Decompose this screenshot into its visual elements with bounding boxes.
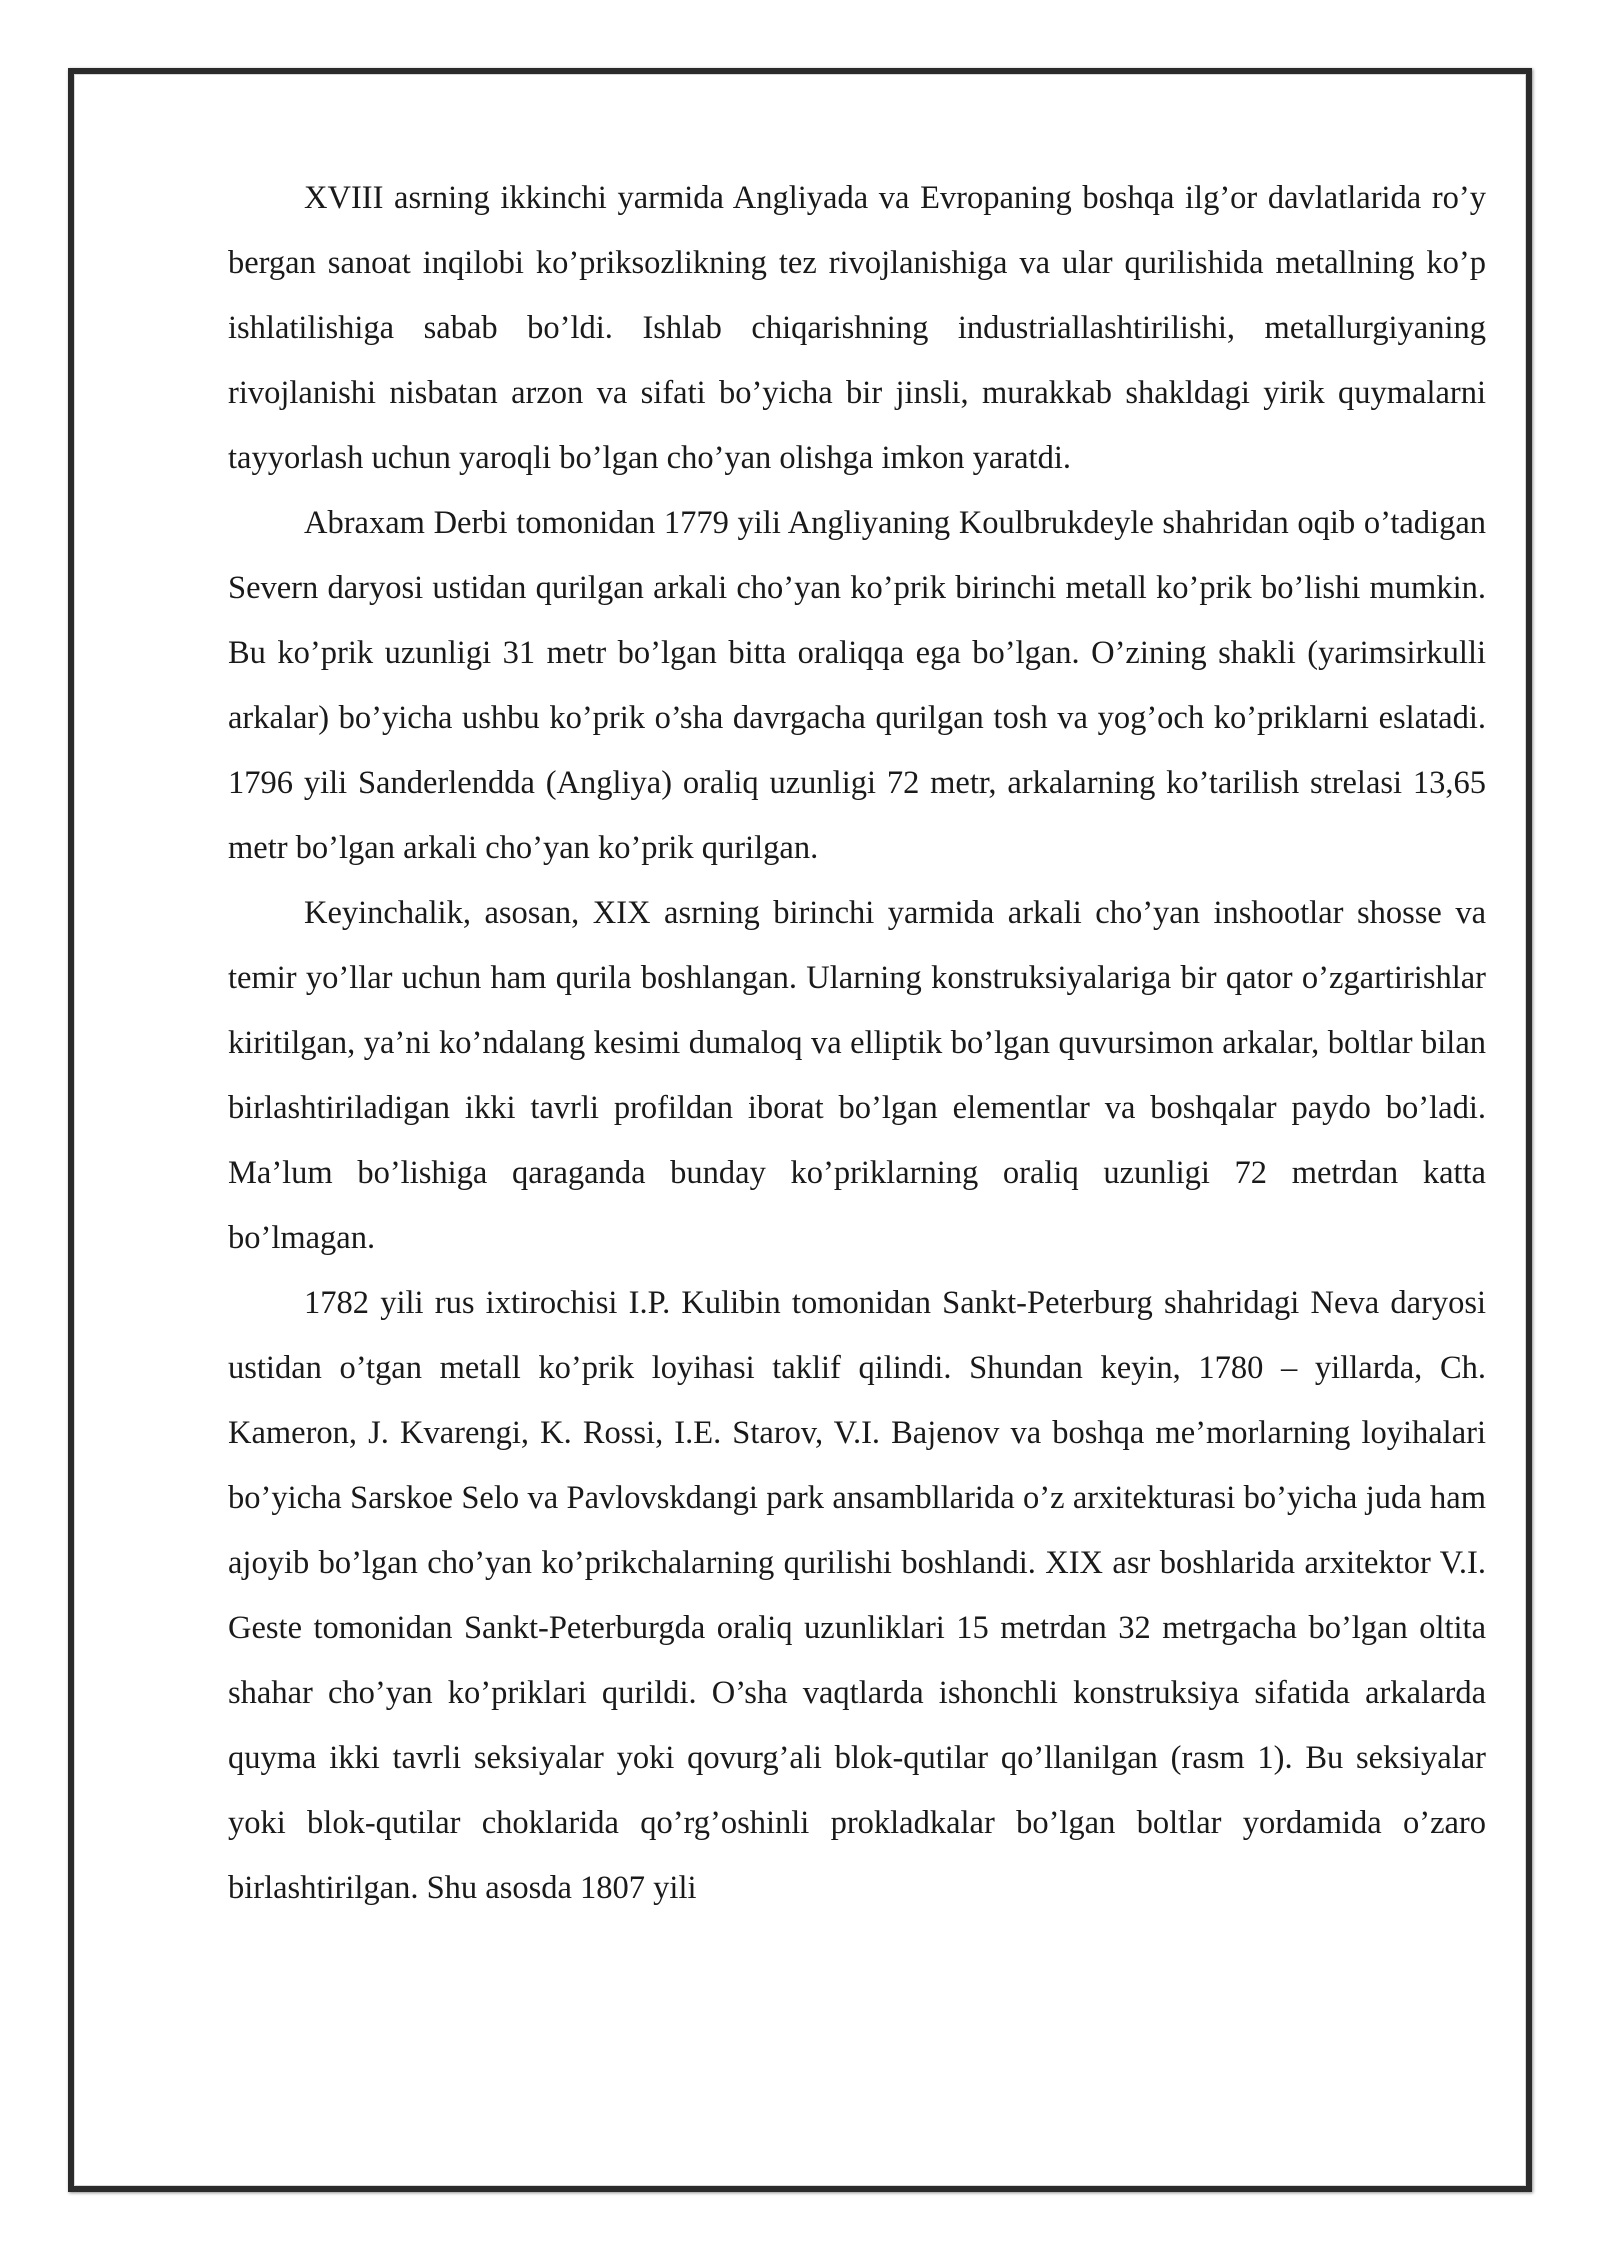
document-body	[228, 166, 1486, 1921]
paragraph-cast-iron-structures: Keyinchalik, asosan, XIX asrning birinchi yarmida arkali cho’yan inshootlar shosse va temir yo’llar uchun ham qurila boshlangan. Ularning konstruksiyalariga bir qator o’zgartirishlar kiritilgan, ya’ni ko’ndalang kesimi dumaloq va elliptik bo’lgan quvursimon arkalar, boltlar bilan birlashtiriladigan ikki tavrli profildan iborat bo’lgan elementlar va boshqalar paydo bo’ladi. Ma’lum bo’lishiga qaraganda bunday ko’priklarning oraliq uzunligi 72 metrdan katta bo’lmagan.	[228, 895, 1486, 1256]
paragraph-kulibin-project: 1782 yili rus ixtirochisi I.P. Kulibin tomonidan Sankt-Peterburg shahridagi Neva daryosi ustidan o’tgan metall ko’prik loyihasi taklif qilindi. Shundan keyin, 1780 – yillarda, Ch. Kameron, J. Kvarengi, K. Rossi, I.E. Starov, V.I. Bajenov va boshqa me’morlarning loyihalari bo’yicha Sarskoe Selo va Pavlovskdangi park ansambllarida o’z arxitekturasi bo’yicha juda ham ajoyib bo’lgan cho’yan ko’prikchalarning qurilishi boshlandi. XIX asr boshlarida arxitektor V.I. Geste tomonidan Sankt-Peterburgda oraliq uzunliklari 15 metrdan 32 metrgacha bo’lgan oltita shahar cho’yan ko’priklari qurildi. O’sha vaqtlarda ishonchli konstruksiya sifatida arkalarda quyma ikki tavrli seksiyalar yoki qovurg’ali blok-qutilar qo’llanilgan (rasm 1). Bu seksiyalar yoki blok-qutilar choklarida qo’rg’oshinli prokladkalar bo’lgan boltlar yordamida o’zaro birlashtirilgan. Shu asosda 1807 yili	[228, 1285, 1486, 1906]
paragraph-industrial-revolution: XVIII asrning ikkinchi yarmida Angliyada va Evropaning boshqa ilg’or davlatlarida ro’y bergan sanoat inqilobi ko’priksozlikning tez rivojlanishiga va ular qurilishida metallning ko’p ishlatilishiga sabab bo’ldi. Ishlab chiqarishning industriallashtirilishi, metallurgiyaning rivojlanishi nisbatan arzon va sifati bo’yicha bir jinsli, murakkab shakldagi yirik quymalarni tayyorlash uchun yaroqli bo’lgan cho’yan olishga imkon yaratdi.	[228, 180, 1486, 476]
paragraph-derbi-bridge: Abraxam Derbi tomonidan 1779 yili Angliyaning Koulbrukdeyle shahridan oqib o’tadigan Severn daryosi ustidan qurilgan arkali cho’yan ko’prik birinchi metall ko’prik bo’lishi mumkin. Bu ko’prik uzunligi 31 metr bo’lgan bitta oraliqqa ega bo’lgan. O’zining shakli (yarimsirkulli arkalar) bo’yicha ushbu ko’prik o’sha davrgacha qurilgan tosh va yog’och ko’priklarni eslatadi. 1796 yili Sanderlendda (Angliya) oraliq uzunligi 72 metr, arkalarning ko’tarilish strelasi 13,65 metr bo’lgan arkali cho’yan ko’prik qurilgan.	[228, 505, 1486, 866]
